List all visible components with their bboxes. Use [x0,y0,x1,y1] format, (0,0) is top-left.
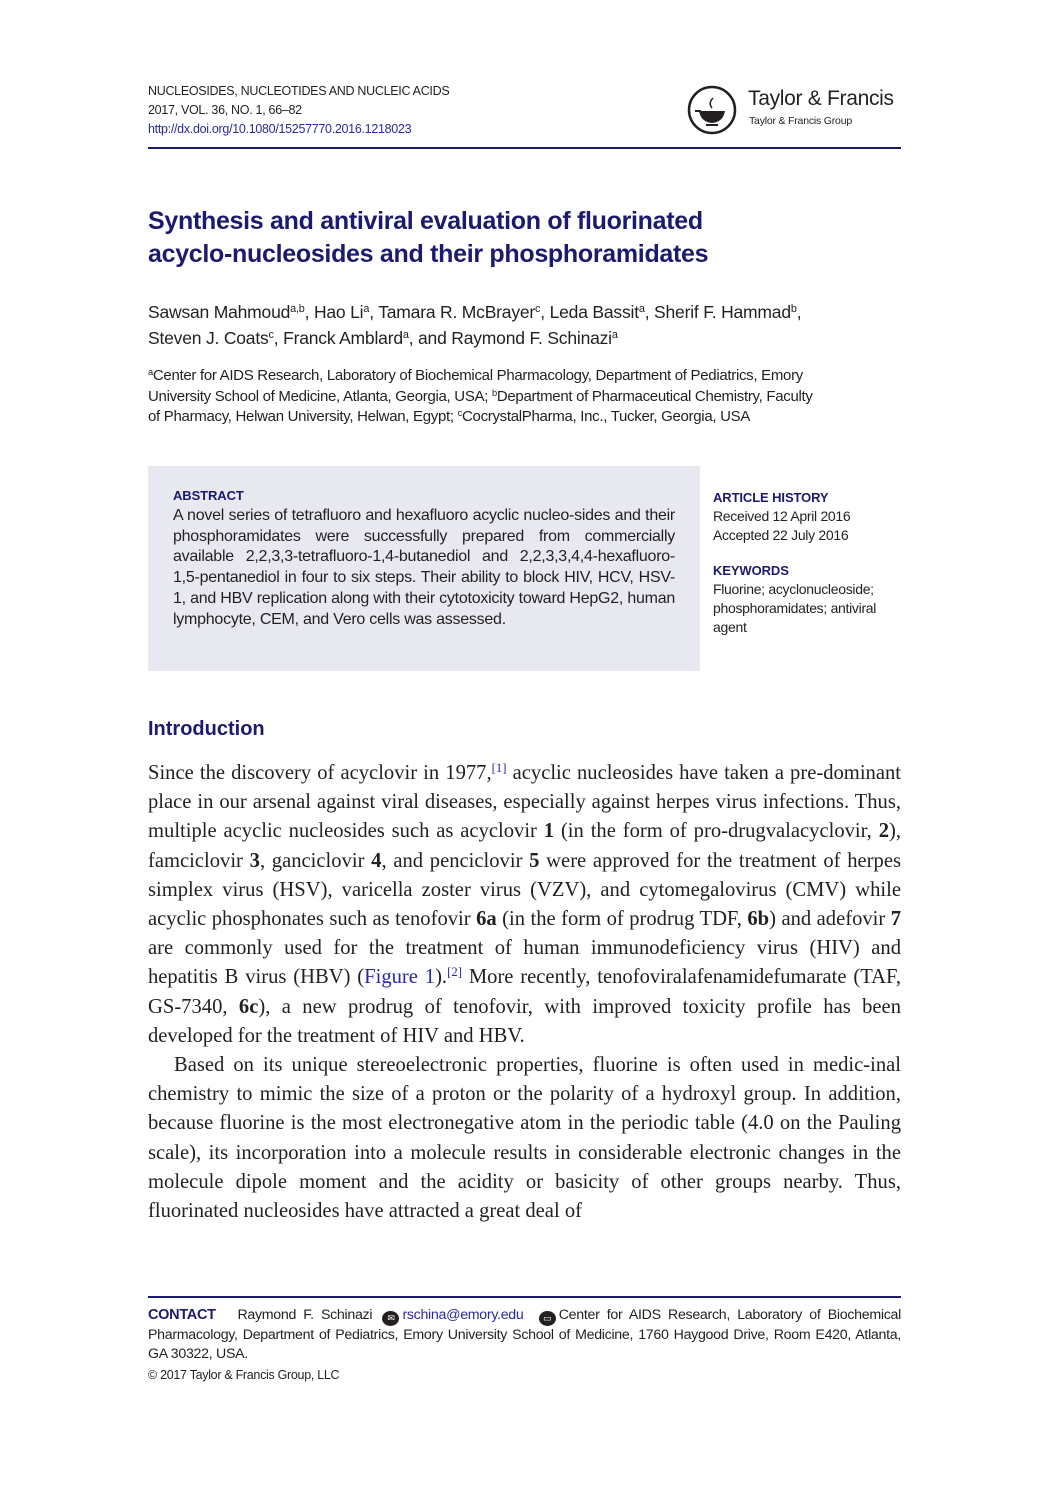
text-run: , Leda Bassit [540,302,639,322]
section-heading-introduction: Introduction [148,718,265,740]
superscript: a [148,366,153,377]
text-run: , Tamara R. McBrayer [369,302,536,322]
journal-citation: 2017, VOL. 36, NO. 1, 66–82 [148,103,302,117]
text-run: , [796,302,802,322]
text-run: (in the form of prodrug TDF, [496,908,748,931]
superscript: b [790,303,797,316]
journal-header [148,82,449,139]
author-line [148,325,908,351]
superscript: c [457,407,462,418]
text-run: acyclic nucleosides have taken a pre-dominant place in our arsenal against viral diseases, especially against herpes virus infections. Thus, multiple acyclic nucleosides such as acyclovir [148,762,901,843]
received-date: Received 12 April 2016 [713,508,851,524]
article-info [713,488,903,637]
superscript: a [638,303,645,316]
publisher-logo [686,84,902,134]
affiliation-line [148,387,903,408]
text-run: Department of Pharmaceutical Chemistry, Faculty [496,387,813,405]
superscript: a,b [290,303,305,316]
article-history-label: ARTICLE HISTORY [713,490,829,505]
text-run: , and penciclovir [381,849,530,872]
keywords-text: Fluorine; acyclonucleoside; phosphoramidates; antiviral agent [713,581,877,635]
text-run: ). [435,966,448,989]
text-run: More recently, tenofoviralafenamidefumarate (TAF, GS-7340, [148,966,901,1018]
envelope-icon: ✉ [382,1311,399,1326]
reference-link[interactable]: [2] [447,965,462,980]
reference-link[interactable]: Figure 1 [364,966,436,989]
copyright: © 2017 Taylor & Francis Group, LLC [148,1368,340,1382]
superscript: b [491,387,497,398]
introduction-body [148,759,901,1226]
text-run: ) and adefovir [769,908,891,931]
article-title [148,205,901,271]
paragraph [148,1051,901,1226]
contact-info [148,1306,901,1364]
abstract-label: ABSTRACT [173,488,244,503]
compound-number: 6a [476,908,497,931]
reference-link[interactable]: [1] [491,760,507,775]
contact-label: CONTACT [148,1307,216,1323]
text-run: ), famciclovir [148,820,901,872]
accepted-date: Accepted 22 July 2016 [713,527,849,543]
affiliations [148,366,903,428]
contact-name: Raymond F. Schinazi [237,1307,373,1323]
text-run: Based on its unique stereoelectronic properties, fluorine is often used in medic-inal chemistry to mimic the size of a proton or the polarity of a hydroxyl group. In addition, because fluorine is the most electronegative atom in the periodic table (4.0 on the Pauling scale), its incorporation into a molecule results in considerable electronic changes in the molecule dipole moment and the acidity or basicity of other groups nearby. Thus, fluorinated nucleosides have attracted a great deal of [148,1054,901,1223]
text-run: Sawsan Mahmoud [148,302,291,322]
header-divider [148,147,901,149]
doi-link[interactable]: http://dx.doi.org/10.1080/15257770.2016.1218023 [148,122,412,136]
text-run: are commonly used for the treatment of human immunodeficiency virus (HIV) and hepatitis B virus (HBV) ( [148,937,901,989]
publisher-group: Taylor & Francis Group [749,115,852,127]
compound-number: 4 [371,849,382,872]
text-run: Since the discovery of acyclovir in 1977, [148,762,492,784]
abstract-text: A novel series of tetrafluoro and hexafluoro acyclic nucleo-sides and their phosphoramidates were successfully prepared from commercially available 2,2,3,3-tetrafluoro-1,4-butanediol and 2,2,3,3,4,4-hexafluoro-1,5-pentanediol in four to six steps. Their ability to block HIV, HCV, HSV-1, and HBV replication along with their cytotoxicity toward HepG2, human lymphocyte, CEM, and Vero cells was assessed. [173,507,675,628]
journal-name: NUCLEOSIDES, NUCLEOTIDES AND NUCLEIC ACIDS [148,84,450,98]
compound-number: 5 [529,849,540,872]
text-run: CocrystalPharma, Inc., Tucker, Georgia, USA [462,408,751,425]
text-run: , and Raymond F. Schinazi [408,328,612,348]
superscript: c [268,329,274,342]
title-line: Synthesis and antiviral evaluation of fluorinated [148,207,703,235]
contact-email-link[interactable]: rschina@emory.edu [402,1307,524,1323]
teacup-lamp-icon [686,84,738,136]
text-run: (in the form of pro-drugvalacyclovir, [554,820,879,843]
text-run: Steven J. Coats [148,328,269,348]
text-run: , Sherif F. Hammad [644,302,791,322]
compound-number: 2 [878,820,889,843]
compound-number: 6c [238,995,259,1018]
keywords-label: KEYWORDS [713,563,789,578]
text-run: Center for AIDS Research, Laboratory of Biochemical Pharmacology, Department of Pediatrics, Emory [152,367,803,384]
compound-number: 3 [249,849,260,872]
affiliation-line [148,407,903,428]
text-run: University School of Medicine, Atlanta, Georgia, USA; [148,387,492,405]
compound-number: 7 [890,908,901,931]
compound-number: 6b [747,908,770,931]
affiliation-line [148,366,903,387]
text-run: , Hao Li [304,302,364,322]
superscript: a [402,329,409,342]
contact-address: Center for AIDS Research, Laboratory of Biochemical Pharmacology, Department of Pediatrics, Emory University School of Medicine, 1760 Haygood Drive, Room E420, Atlanta, GA 30322, USA. [148,1307,901,1362]
address-card-icon: ▭ [539,1311,556,1326]
text-run: , ganciclovir [259,849,372,872]
text-run: of Pharmacy, Helwan University, Helwan, Egypt; [148,408,458,425]
compound-number: 1 [543,820,555,843]
text-run: , Franck Amblard [273,328,403,348]
author-list [148,299,908,351]
publisher-name: Taylor & Francis [748,87,894,110]
superscript: a [611,329,618,342]
superscript: c [535,303,541,316]
superscript: a [363,303,370,316]
title-line: acyclo-nucleosides and their phosphoramidates [148,240,709,268]
text-run: were approved for the treatment of herpes simplex virus (HSV), varicella zoster virus (VZV), and cytomegalovirus (CMV) while acyclic phosphonates such as tenofovir [148,849,901,931]
footer-divider [148,1296,901,1298]
paragraph [148,759,901,1051]
author-line [148,299,908,325]
text-run: ), a new prodrug of tenofovir, with improved toxicity profile has been developed for the treatment of HIV and HBV. [148,995,901,1047]
